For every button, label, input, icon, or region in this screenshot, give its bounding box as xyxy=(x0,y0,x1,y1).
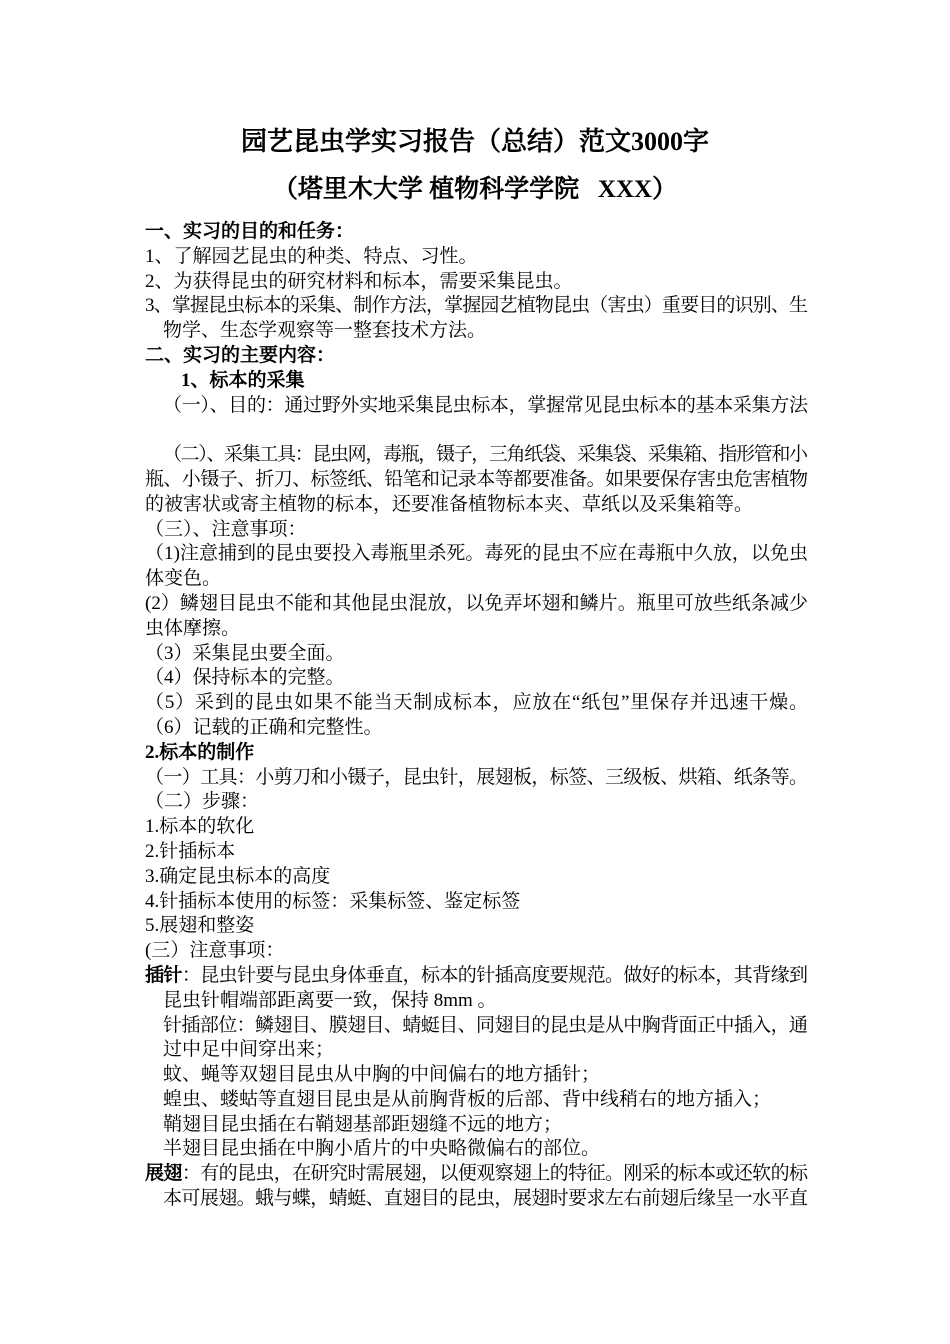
collection-tools: （二）、采集工具：昆虫网，毒瓶，镊子，三角纸袋、采集袋、采集箱、指形管和小 xyxy=(163,444,807,466)
step-item: 1.标本的软化 xyxy=(145,816,255,838)
note-item: （6）记载的正确和完整性。 xyxy=(145,716,383,738)
pinning-rule: 蚊、蝇等双翅目昆虫从中胸的中间偏右的地方插针； xyxy=(163,1064,601,1086)
pinning-rule: 蝗虫、蝼蛄等直翅目昆虫是从前胸背板的后部、背中线稍右的地方插入； xyxy=(163,1088,772,1110)
pinning-term: 插针 xyxy=(145,964,182,986)
blank-line xyxy=(145,418,808,443)
subsection-collection xyxy=(145,369,808,741)
spreading-term: 展翅 xyxy=(145,1163,182,1185)
document-subtitle: （塔里木大学 植物科学学院 XXX） xyxy=(272,176,678,203)
note-item-continued: 虫体摩擦。 xyxy=(145,617,241,639)
pinning-rule: 鞘翅目昆虫插在右鞘翅基部距翅缝不远的地方； xyxy=(163,1113,563,1135)
pinning-text: ：昆虫针要与昆虫身体垂直，标本的针插高度要规范。做好的标本，其背缘到 xyxy=(181,964,808,986)
pinning-text-continued: 昆虫针帽端部距离要一致，保持 8mm 。 xyxy=(163,989,497,1011)
step-item: 5.展翅和整姿 xyxy=(145,915,255,937)
goal-item: 1、了解园艺昆虫的种类、特点、习性。 xyxy=(145,245,478,267)
subsection-preparation xyxy=(145,741,808,1212)
subsection-heading: 1、标本的采集 xyxy=(181,369,305,391)
note-item: （1)注意捕到的昆虫要投入毒瓶里杀死。毒死的昆虫不应在毒瓶中久放，以免虫 xyxy=(145,543,809,565)
note-item: （5）采到的昆虫如果不能当天制成标本，应放在“纸包”里保存并迅速干燥。 xyxy=(145,692,809,714)
document-body xyxy=(145,220,808,1212)
step-item: 2.针插标本 xyxy=(145,840,236,862)
goal-item: 2、为获得昆虫的研究材料和标本，需要采集昆虫。 xyxy=(145,270,573,292)
note-item: (2）鳞翅目昆虫不能和其他昆虫混放，以免弄坏翅和鳞片。瓶里可放些纸条减少 xyxy=(145,592,809,614)
collection-tools: 瓶、小镊子、折刀、标签纸、铅笔和记录本等都要准备。如果要保存害虫危害植物 xyxy=(145,468,808,490)
note-item: （4）保持标本的完整。 xyxy=(145,667,345,689)
notes-heading: (三）注意事项： xyxy=(145,940,285,962)
note-item: （3）采集昆虫要全面。 xyxy=(145,642,345,664)
pinning-rule: 半翅目昆虫插在中胸小盾片的中央略微偏右的部位。 xyxy=(163,1138,601,1160)
subsection-heading: 2.标本的制作 xyxy=(145,741,255,763)
note-item-continued: 体变色。 xyxy=(145,568,222,590)
spreading-text: ：有的昆虫，在研究时需展翅，以便观察翅上的特征。刚采的标本或还软的标 xyxy=(181,1163,808,1185)
pinning-position: 针插部位：鳞翅目、膜翅目、蜻蜓目、同翅目的昆虫是从中胸背面正中插入，通 xyxy=(163,1014,808,1036)
section-main-content xyxy=(145,344,808,1212)
steps-heading: （二）步骤： xyxy=(145,791,260,813)
document-title: 园艺昆虫学实习报告（总结）范文3000字 xyxy=(240,127,709,156)
goal-item-continued: 物学、生态学观察等一整套技术方法。 xyxy=(163,320,487,342)
section-heading: 一、实习的目的和任务： xyxy=(145,221,355,242)
goal-item: 3、掌握昆虫标本的采集、制作方法，掌握园艺植物昆虫（害虫）重要目的识别、生 xyxy=(145,295,808,317)
spreading-text-continued: 本可展翅。蛾与蝶，蜻蜓、直翅目的昆虫，展翅时要求左右前翅后缘呈一水平直 xyxy=(163,1188,808,1210)
pinning-paragraph xyxy=(145,964,808,989)
pinning-position-continued: 过中足中间穿出来； xyxy=(163,1039,335,1061)
collection-tools: 的被害状或寄主植物的标本，还要准备植物标本夹、草纸以及采集箱等。 xyxy=(145,493,754,515)
section-objectives xyxy=(145,220,808,344)
preparation-tools: （一）工具：小剪刀和小镊子，昆虫针，展翅板，标签、三级板、烘箱、纸条等。 xyxy=(145,766,808,788)
spreading-paragraph xyxy=(145,1162,808,1187)
step-item: 3.确定昆虫标本的高度 xyxy=(145,865,331,887)
step-item: 4.针插标本使用的标签：采集标签、鉴定标签 xyxy=(145,890,521,912)
section-heading: 二、实习的主要内容： xyxy=(145,344,336,366)
collection-purpose: （一）、目的：通过野外实地采集昆虫标本，掌握常见昆虫标本的基本采集方法 xyxy=(163,394,808,416)
notes-heading: （三）、注意事项： xyxy=(145,518,307,540)
